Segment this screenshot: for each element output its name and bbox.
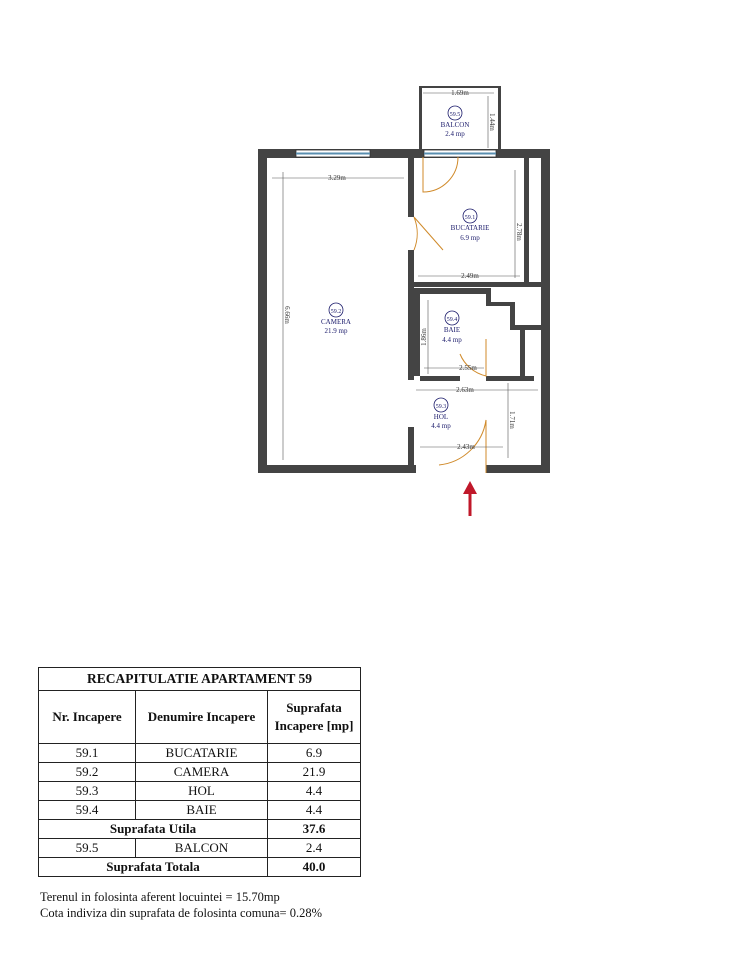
room-label-baie: [442, 311, 462, 344]
header-area-line2: Incapere [mp]: [274, 718, 354, 733]
room-id: 59.4: [446, 317, 458, 323]
room-id: 59.3: [435, 404, 447, 410]
room-id: 59.2: [330, 309, 342, 315]
dim-balcony-depth: 1.44m: [488, 113, 496, 131]
table-row: [39, 782, 361, 801]
room-area: 2.4 mp: [445, 130, 465, 138]
header-area: [268, 691, 361, 744]
room-area: 4.4 mp: [431, 422, 451, 430]
room-name: BUCATARIE: [450, 224, 490, 232]
header-area-line1: Suprafata: [286, 700, 342, 715]
dim-kitchen-width: 2.49m: [461, 272, 479, 280]
dim-camera-width: 3.29m: [328, 174, 346, 182]
notes: [40, 889, 322, 921]
room-name: HOL: [433, 413, 449, 421]
note-land: Terenul in folosinta aferent locuintei = 15.70mp: [40, 890, 280, 904]
dim-bath-depth: 1.86m: [420, 328, 428, 346]
room-area: 4.4 mp: [442, 336, 462, 344]
totala-label: Suprafata Totala: [39, 858, 268, 877]
room-label-camera: [321, 303, 351, 335]
room-label-hol: [431, 398, 451, 430]
table-row: [39, 839, 361, 858]
utila-value: 37.6: [268, 820, 361, 839]
room-name: BAIE: [443, 326, 461, 334]
row-area: 21.9: [268, 763, 361, 782]
dim-kitchen-depth: 2.78m: [515, 223, 523, 241]
totala-value: 40.0: [268, 858, 361, 877]
row-nr: 59.2: [39, 763, 136, 782]
row-name: BAIE: [136, 801, 268, 820]
row-nr: 59.1: [39, 744, 136, 763]
room-label-balcon: [441, 106, 470, 138]
table-row: [39, 801, 361, 820]
dim-balcony-width: 1.69m: [451, 89, 469, 97]
row-area: 4.4: [268, 782, 361, 801]
totala-row: [39, 858, 361, 877]
table-row: [39, 744, 361, 763]
row-nr: 59.3: [39, 782, 136, 801]
row-area: 6.9: [268, 744, 361, 763]
row-area: 4.4: [268, 801, 361, 820]
row-name: BUCATARIE: [136, 744, 268, 763]
room-area: 6.9 mp: [460, 234, 480, 242]
row-name: BALCON: [136, 839, 268, 858]
room-name: CAMERA: [321, 318, 351, 326]
recap-title: RECAPITULATIE APARTAMENT 59: [39, 668, 361, 691]
room-id: 59.5: [449, 112, 461, 118]
dim-bath-width: 2.55m: [459, 364, 477, 372]
utila-label: Suprafata Utila: [39, 820, 268, 839]
entrance-arrow-icon: [463, 481, 477, 516]
row-nr: 59.5: [39, 839, 136, 858]
row-area: 2.4: [268, 839, 361, 858]
dim-hall-width-bottom: 2.43m: [457, 443, 475, 451]
row-name: HOL: [136, 782, 268, 801]
row-name: CAMERA: [136, 763, 268, 782]
room-name: BALCON: [440, 121, 470, 129]
header-nr: Nr. Incapere: [39, 691, 136, 744]
header-name: Denumire Incapere: [136, 691, 268, 744]
utila-row: [39, 820, 361, 839]
dim-hall-width-top: 2.63m: [456, 386, 474, 394]
room-id: 59.1: [464, 215, 476, 221]
table-row: [39, 763, 361, 782]
dim-camera-length: 6.66m: [283, 306, 291, 324]
recap-table: [38, 667, 361, 877]
dimension-labels: [283, 89, 523, 451]
dim-hall-depth: 1.71m: [508, 411, 516, 429]
room-label-bucatarie: [451, 209, 490, 242]
room-area: 21.9 mp: [324, 327, 348, 335]
exterior-walls: [258, 86, 550, 473]
note-share: Cota indiviza din suprafata de folosinta comuna= 0.28%: [40, 906, 322, 920]
row-nr: 59.4: [39, 801, 136, 820]
